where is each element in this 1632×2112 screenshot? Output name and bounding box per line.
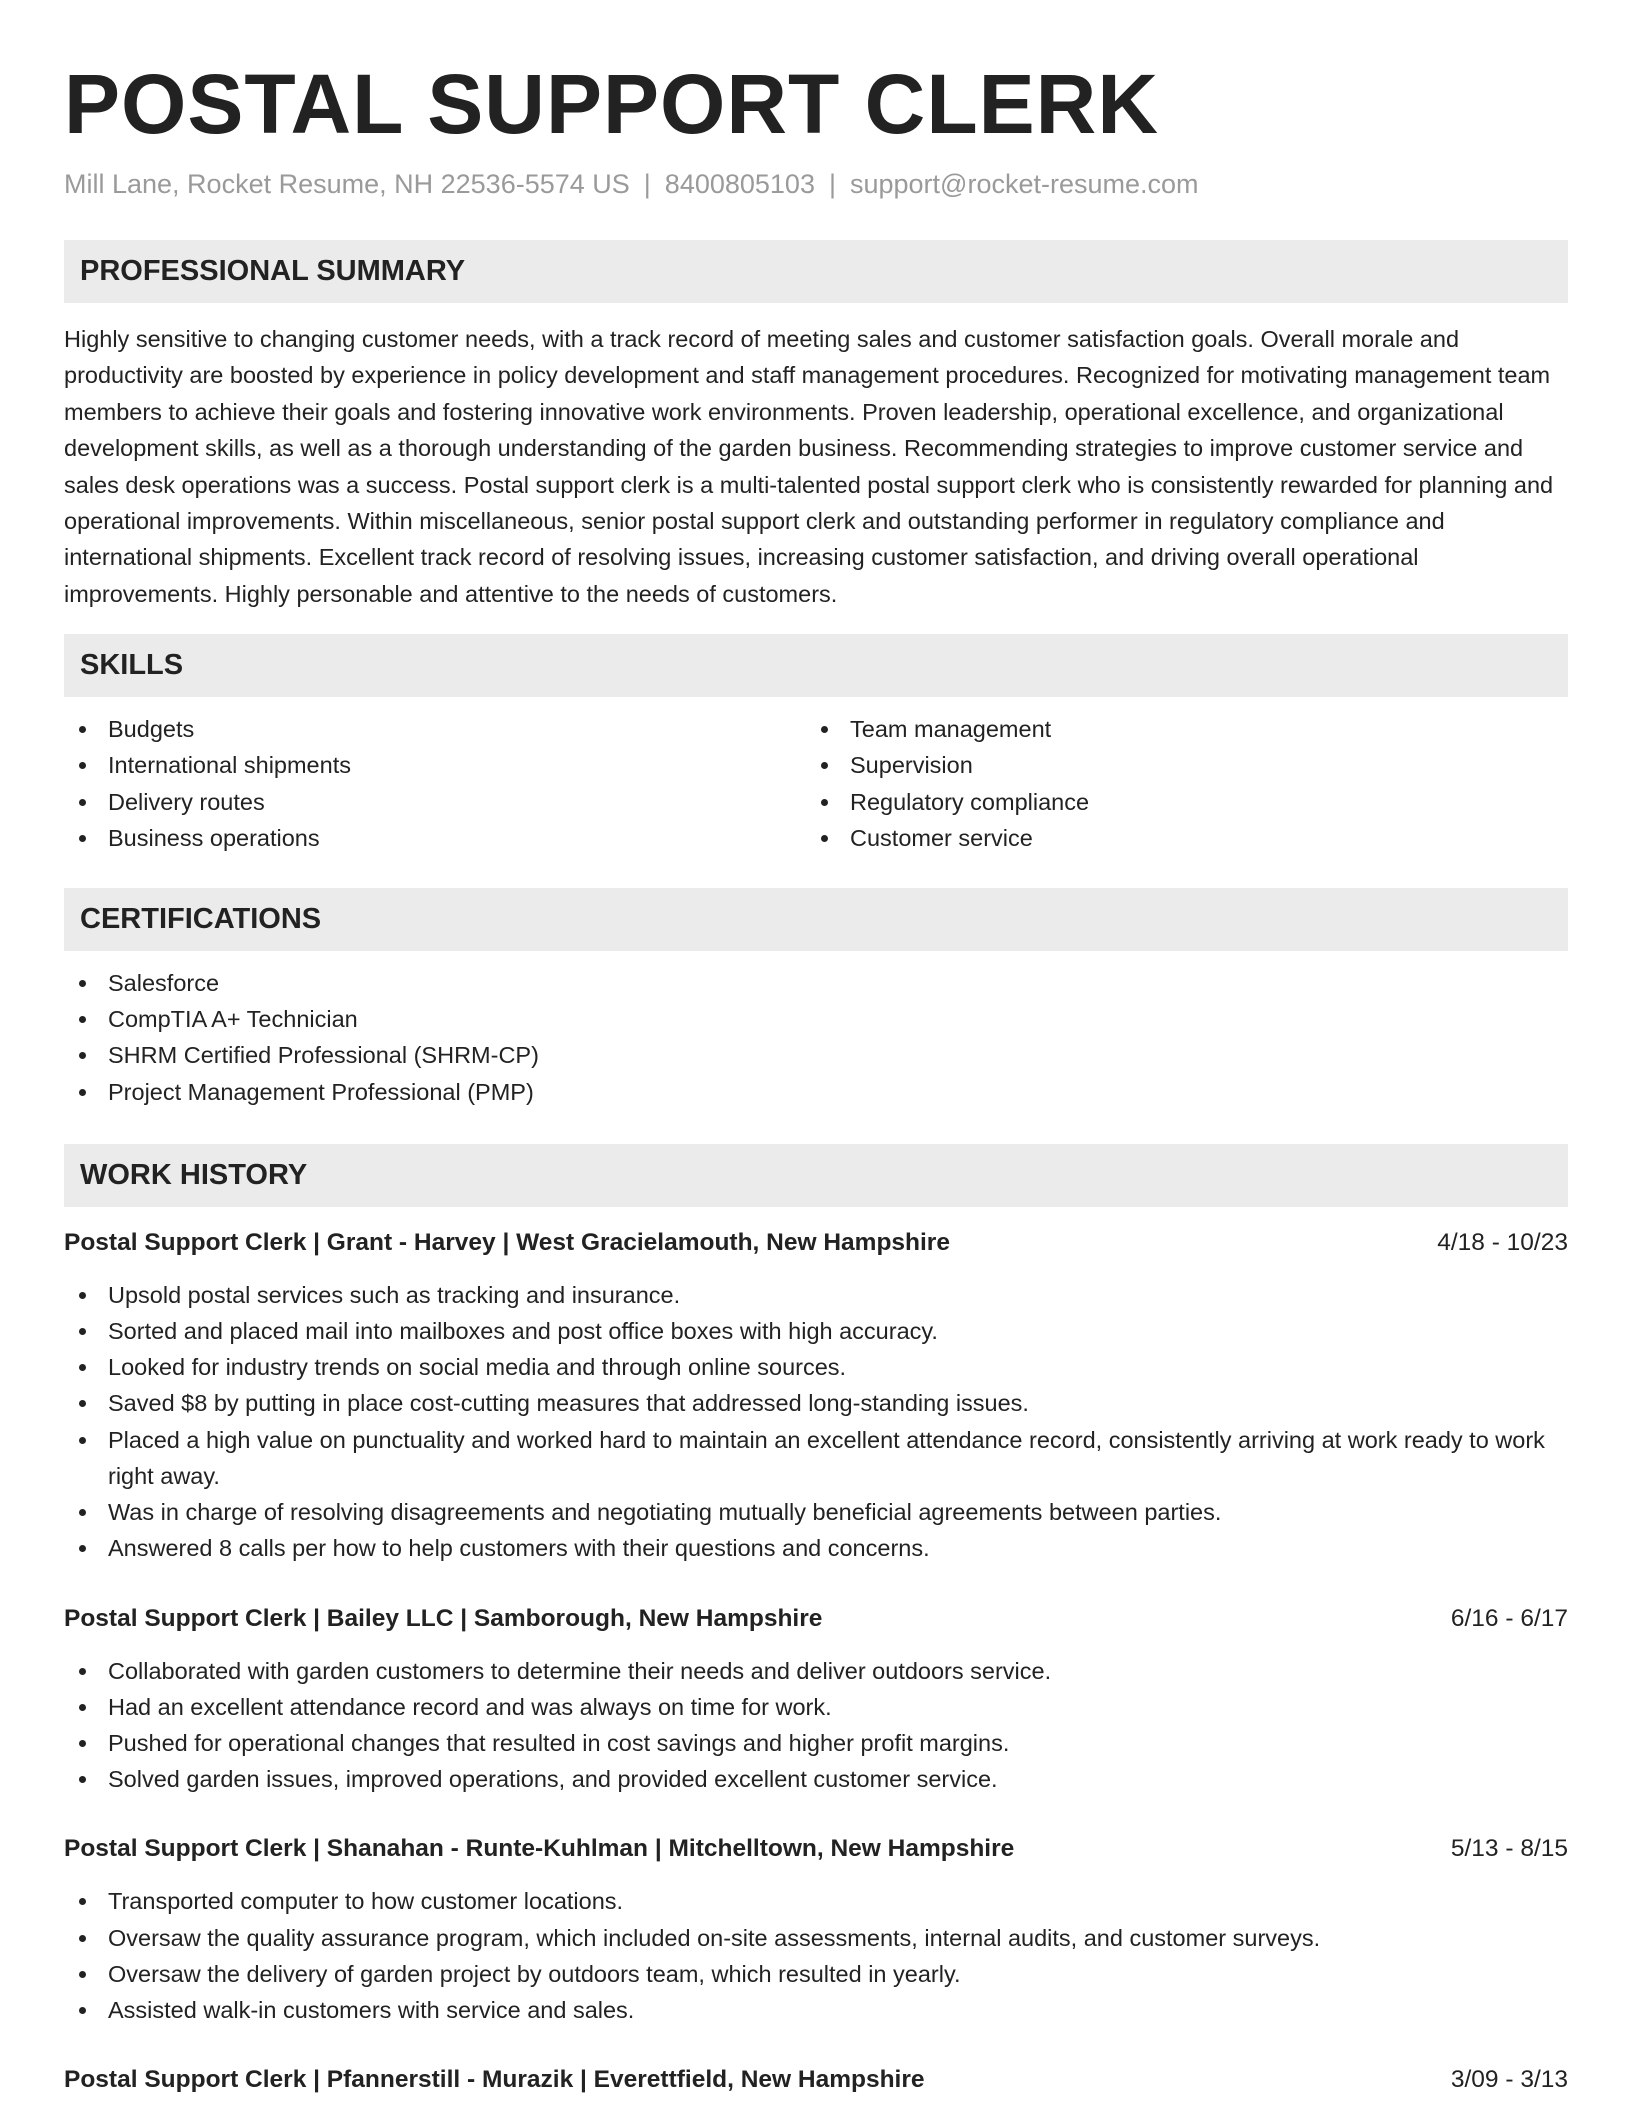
skill-item: Budgets — [64, 711, 806, 747]
work-history-section-header: WORK HISTORY — [64, 1144, 1568, 1207]
skill-item: Regulatory compliance — [806, 784, 1548, 820]
job-title: Postal Support Clerk | Grant - Harvey | West Gracielamouth, New Hampshire — [64, 1228, 950, 1256]
certifications-list — [64, 965, 1568, 1110]
contact-email: support@rocket-resume.com — [849, 169, 1199, 199]
job-header — [64, 2062, 1568, 2098]
certification-item: CompTIA A+ Technician — [64, 1001, 1568, 1037]
job-entry — [64, 1601, 1568, 1798]
job-bullet: Collaborated with garden customers to determine their needs and deliver outdoors service. — [64, 1653, 1568, 1689]
job-bullet: Had an excellent attendance record and was always on time for work. — [64, 1689, 1568, 1725]
skill-item: Supervision — [806, 747, 1548, 783]
resume-name: POSTAL SUPPORT CLERK — [64, 57, 1159, 151]
skill-item: International shipments — [64, 747, 806, 783]
job-header — [64, 1601, 1568, 1637]
job-header — [64, 1831, 1568, 1867]
job-bullet: Oversaw the delivery of garden project by outdoors team, which resulted in yearly. — [64, 1956, 1568, 1992]
job-title: Postal Support Clerk | Shanahan - Runte-Kuhlman | Mitchelltown, New Hampshire — [64, 1835, 1015, 1863]
job-dates: 5/13 - 8/15 — [1450, 1835, 1568, 1863]
job-bullet: Saved $8 by putting in place cost-cutting measures that addressed long-standing issues. — [64, 1385, 1568, 1421]
job-bullet: Upsold postal services such as tracking and insurance. — [64, 1277, 1568, 1313]
summary-text: Highly sensitive to changing customer needs, with a track record of meeting sales and customer satisfaction goals. Overall morale and productivity are boosted by experience in policy development and staff management procedures. Recognized for motivating management team members to achieve their goals and fostering innovative work environments. Proven leadership, operational excellence, and organizational development skills, as well as a thorough understanding of the garden business. Recommending strategies to improve customer service and sales desk operations was a success. Postal support clerk is a multi-talented postal support clerk who is consistently rewarded for planning and operational improvements. Within miscellaneous, senior postal support clerk and outstanding performer in regulatory compliance and international shipments. Excellent track record of resolving issues, increasing customer satisfaction, and driving overall operational improvements. Highly personable and attentive to the needs of customers. — [64, 326, 1554, 607]
job-bullet-list — [64, 1653, 1568, 1798]
certification-item: SHRM Certified Professional (SHRM-CP) — [64, 1037, 1568, 1073]
certification-item: Salesforce — [64, 965, 1568, 1001]
skill-item: Business operations — [64, 820, 806, 856]
resume-page — [64, 0, 1568, 2098]
skills-grid — [64, 711, 1568, 856]
skill-item: Delivery routes — [64, 784, 806, 820]
job-bullet: Looked for industry trends on social media and through online sources. — [64, 1349, 1568, 1385]
skill-item: Customer service — [806, 820, 1548, 856]
skill-item: Team management — [806, 711, 1548, 747]
certification-item: Project Management Professional (PMP) — [64, 1074, 1568, 1110]
job-dates: 3/09 - 3/13 — [1450, 2066, 1568, 2094]
certifications-section-header: CERTIFICATIONS — [64, 888, 1568, 951]
skills-right-list — [806, 711, 1548, 856]
job-entry — [64, 2062, 1568, 2098]
job-title: Postal Support Clerk | Pfannerstill - Murazik | Everettfield, New Hampshire — [64, 2066, 925, 2094]
job-title: Postal Support Clerk | Bailey LLC | Samborough, New Hampshire — [64, 1604, 823, 1632]
job-bullet: Solved garden issues, improved operations, and provided excellent customer service. — [64, 1761, 1568, 1797]
contact-separator: | — [643, 169, 651, 199]
job-bullet: Pushed for operational changes that resulted in cost savings and higher profit margins. — [64, 1725, 1568, 1761]
job-bullet-list — [64, 1883, 1568, 2028]
job-bullet: Assisted walk-in customers with service and sales. — [64, 1992, 1568, 2028]
job-bullet: Was in charge of resolving disagreements and negotiating mutually beneficial agreements between parties. — [64, 1494, 1568, 1530]
job-bullet: Transported computer to how customer locations. — [64, 1883, 1568, 1919]
job-dates: 6/16 - 6/17 — [1450, 1604, 1568, 1632]
job-dates: 4/18 - 10/23 — [1437, 1228, 1568, 1256]
contact-phone: 8400805103 — [664, 169, 815, 199]
job-bullet: Answered 8 calls per how to help customers with their questions and concerns. — [64, 1530, 1568, 1566]
job-entry — [64, 1831, 1568, 2028]
contact-separator: | — [828, 169, 836, 199]
contact-line — [64, 166, 1568, 202]
skills-left-list — [64, 711, 806, 856]
job-bullet: Placed a high value on punctuality and worked hard to maintain an excellent attendance record, consistently arriving at work ready to work right away. — [64, 1422, 1568, 1494]
summary-section-header: PROFESSIONAL SUMMARY — [64, 240, 1568, 303]
job-bullet: Oversaw the quality assurance program, which included on-site assessments, internal audits, and customer surveys. — [64, 1920, 1568, 1956]
job-header — [64, 1225, 1568, 1261]
skills-section-header: SKILLS — [64, 634, 1568, 697]
job-bullet-list — [64, 1277, 1568, 1567]
job-bullet: Sorted and placed mail into mailboxes and post office boxes with high accuracy. — [64, 1313, 1568, 1349]
job-entry — [64, 1225, 1568, 1567]
contact-address: Mill Lane, Rocket Resume, NH 22536-5574 US — [64, 169, 630, 199]
